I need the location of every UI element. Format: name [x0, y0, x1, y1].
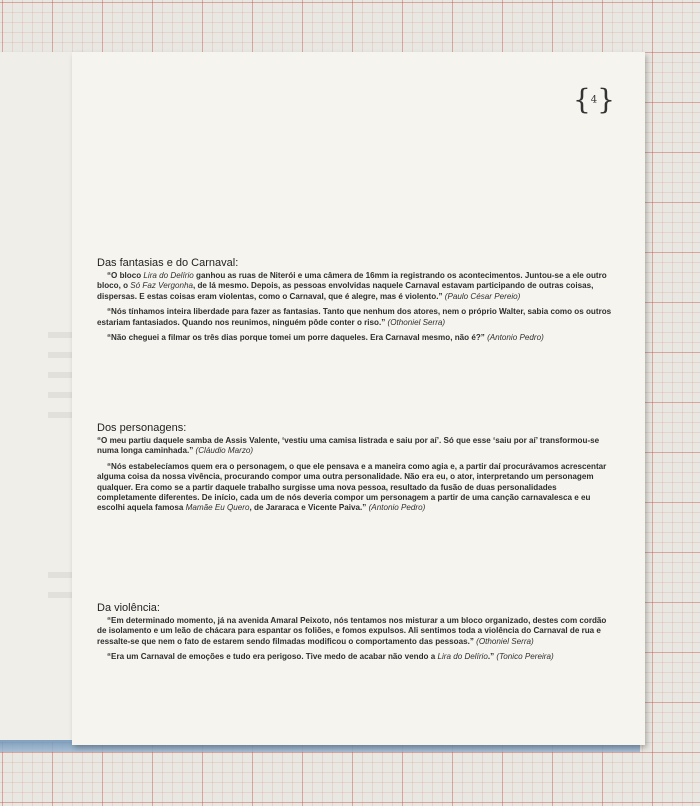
facing-page-edge [0, 52, 82, 742]
section-heading: Da violência: [97, 602, 160, 614]
quote-paragraph [97, 616, 617, 647]
italic-text: (Paulo César Pereio) [444, 291, 521, 301]
text-run: “O meu partiu daquele samba de Assis Valente, ‘vestiu uma camisa listrada e saiu por aí’. Só que esse ‘saiu por aí’ transformou-se numa longa caminhada.” [97, 436, 600, 456]
text-run: “O bloco [107, 271, 144, 280]
text-run: .” [487, 652, 497, 662]
quote-paragraph [97, 271, 617, 302]
text-run: , de lá mesmo. Depois, as pessoas envolvidas naquele Carnaval estavam participando de outras coisas, dispersas. E estas coisas eram violentas, como o Carnaval, que é alegre, mas é violento.” [97, 281, 594, 301]
document-page [72, 52, 645, 745]
quote-paragraph [97, 333, 617, 343]
italic-text: (Othoniel Serra) [476, 636, 534, 646]
section-body [97, 616, 617, 663]
quote-paragraph [97, 652, 617, 662]
italic-text: Mamãe Eu Quero [185, 503, 250, 513]
text-run: , de Jararaca e Vicente Paiva.” [249, 503, 369, 513]
section-heading: Dos personagens: [97, 422, 187, 434]
section-fantasias [97, 257, 617, 348]
text-run: “Era um Carnaval de emoções e tudo era perigoso. Tive medo de acabar não vendo a [107, 652, 438, 662]
italic-text: (Othoniel Serra) [387, 317, 446, 327]
italic-text: (Tonico Pereira) [496, 652, 554, 662]
section-body [97, 271, 617, 343]
text-run: “Nós estabelecíamos quem era o personagem, o que ele pensava e a maneira como agia e, a partir daí procurávamos acrescentar alguma coisa da nossa vivência, procurando compor uma outra personalidade. Não era eu, o ator, interpretando um personagem qualquer. Era como se a partir daquele trabalho surgisse uma nova pessoa, resultado da fusão de duas personalidades completamente diferentes. De início, cada um de nós deveria compor um personagem a partir de uma canção carnavalesca e eu escolhi aquela famosa [97, 461, 607, 513]
italic-text: (Antonio Pedro) [368, 503, 426, 513]
italic-text: Lira do Delírio [143, 271, 194, 280]
italic-text: Só Faz Vergonha [130, 281, 193, 291]
page-number: {4} [572, 83, 615, 116]
quote-paragraph [97, 436, 617, 457]
section-personagens [97, 422, 617, 519]
page-number-value: 4 [590, 94, 598, 106]
section-violencia [97, 602, 617, 668]
section-heading: Das fantasias e do Carnaval: [97, 257, 239, 269]
text-run: “Não cheguei a filmar os três dias porque tomei um porre daqueles. Era Carnaval mesmo, não é?” [107, 333, 488, 343]
text-run: “Em determinado momento, já na avenida Amaral Peixoto, nós tentamos nos misturar a um bloco organizado, destes com cordão de isolamento e um leão de chácara para espantar os foliões, e fomos expulsos. Ali sentimos toda a violência do Carnaval de rua e ressalte-se que nem o fato de estarem sendo filmadas modificou o comportamento das pessoas.” [97, 616, 607, 646]
italic-text: Lira do Delírio [437, 652, 488, 662]
quote-paragraph [97, 307, 617, 328]
section-body [97, 436, 617, 514]
quote-paragraph [97, 462, 617, 514]
text-run: ganhou as ruas de Niterói e uma câmera de 16mm ia registrando os acontecimentos. Juntou-se a ele outro bloco, o [97, 271, 607, 291]
italic-text: (Cláudio Marzo) [195, 446, 254, 456]
text-run: “Nós tínhamos inteira liberdade para fazer as fantasias. Tanto que nenhum dos atores, nem o próprio Walter, sabia como os outros estariam fantasiados. Quando nos reunimos, ninguém pôde conter o riso.” [97, 307, 612, 327]
italic-text: (Antonio Pedro) [487, 333, 544, 343]
